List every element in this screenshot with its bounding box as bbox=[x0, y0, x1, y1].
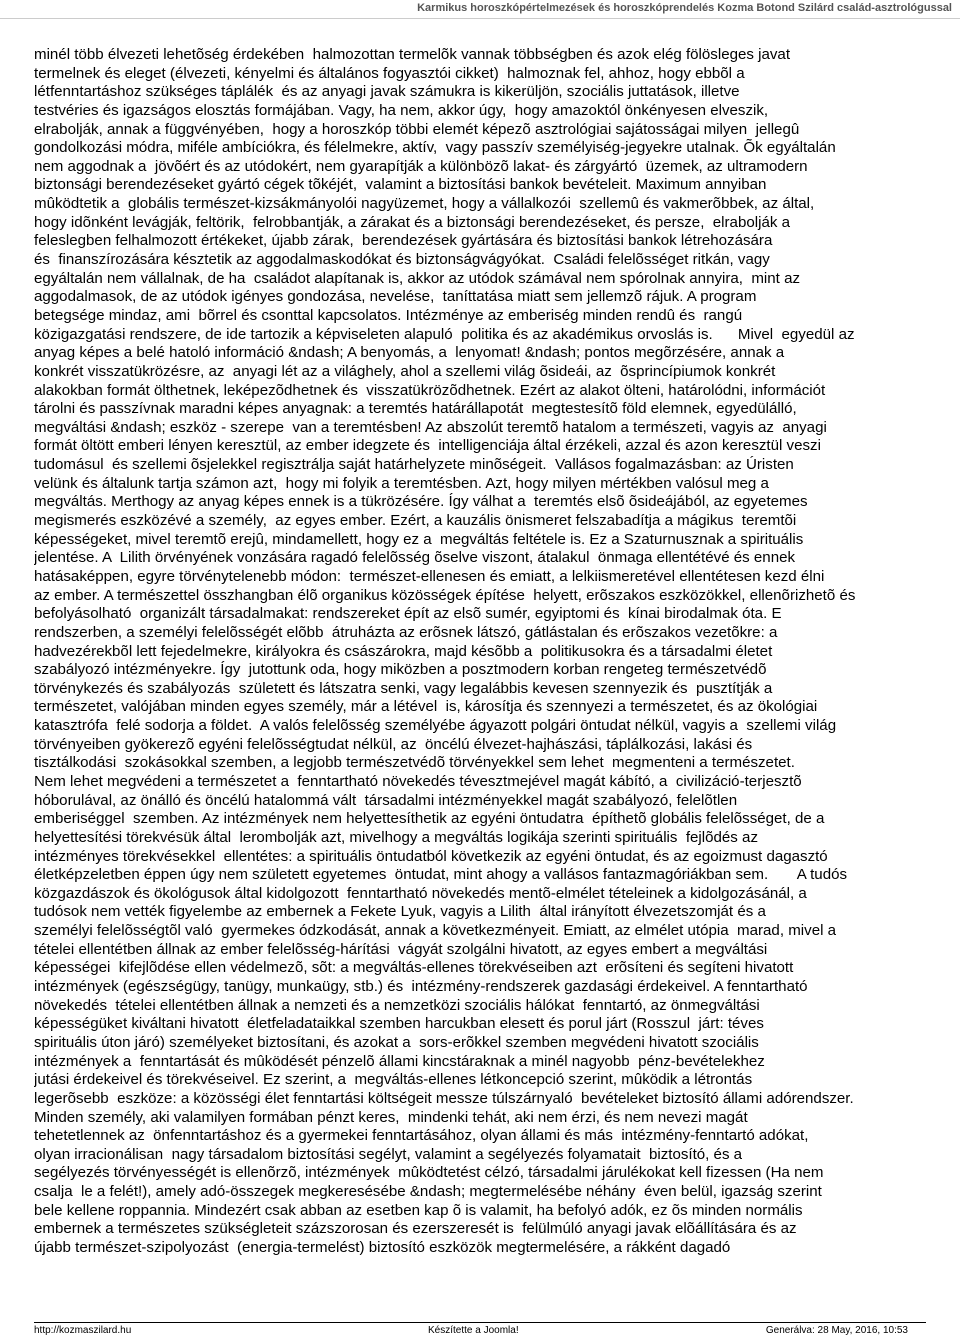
text-line: formát öltött emberi lényen keresztül, az ember idegzete és intelligenciája által érzékeli, azzal és azon keresztül veszi bbox=[34, 437, 821, 455]
text-line: feleslegben felhalmozott értékeket, újabb zárak, berendezések gyártására és biztosítási bankok létrehozására bbox=[34, 232, 773, 250]
footer-generated-date: Generálva: 28 May, 2016, 10:53 bbox=[765, 1325, 908, 1336]
text-line: szabályozó intézményekre. Így jutottunk oda, hogy miközben a posztmodern korban rengeteg természetvédõ bbox=[34, 661, 767, 679]
text-line: intézmények (egészségügy, tanügy, munkaügy, stb.) és intézmény-rendszerek gazdasági érdekeivel. A fenntartható bbox=[34, 978, 808, 996]
text-line: legerõsebb eszköze: a közösségi élet fenntartási költségeit messze túlszárnyaló bevételeket biztosító állami adórendszer. bbox=[34, 1089, 854, 1107]
text-line: termelnek és eleget (élvezeti, kényelmi és általános fogyasztói cikket) halmoznak fel, ahhoz, hogy ebbõl a bbox=[34, 64, 745, 82]
text-line: képességüket kiváltani hivatott életfeladataikkal szemben harcukban elesett és porul járt (Rosszul járt: téves bbox=[34, 1015, 764, 1033]
text-line: tehetetlennek az önfenntartáshoz és a gyermekei fenntartásához, olyan állami és más intézmény-fenntartó adókat, bbox=[34, 1127, 809, 1145]
text-line: helyettesítési törekvésük által lerombolják azt, mivelhogy a megváltás logikája szerinti spirituális fejlõdés az bbox=[34, 828, 758, 846]
text-line: konkrét visszatükrözésre, az anyagi lét az a világhely, ahol a szellemi világ õsideái, az õsprincípiumok konkrét bbox=[34, 362, 776, 380]
header-divider bbox=[0, 18, 960, 19]
text-line: elrabolják, annak a függvényében, hogy a horoszkóp többi elemét képezõ asztrológiai sajátosságai milyen jellegû bbox=[34, 120, 800, 138]
text-line: tudósok nem vették figyelembe az embernek a Fekete Lyuk, vagyis a Lilith által irányított élvezetszomját és a bbox=[34, 903, 766, 921]
text-line: megváltási &ndash; eszköz - szerepe van a teremtésben! Az abszolút teremtõ hatalom a természeti, vagyis az anyagi bbox=[34, 418, 827, 436]
text-line: embernek a természetes szükségleteit százszorosan és ezerszeresét is felülmúló anyagi javak elõállítására és az bbox=[34, 1220, 797, 1238]
text-line: bele kellene roppannia. Mindezért csak abban az esetben kap õ is valamit, ha befolyó adók, ez õs minden normális bbox=[34, 1201, 803, 1219]
text-line: jutási érdekeivel és törekvéseivel. Ez szerint, a megváltás-ellenes létkoncepció szerint, mûködik a létrontás bbox=[34, 1071, 753, 1089]
text-line: testvéries és igazságos elosztás formájában. Vagy, ha nem, akkor úgy, hogy amazoktól önkényesen elveszik, bbox=[34, 101, 769, 119]
page-header bbox=[0, 0, 960, 19]
text-line: személyi felelõsségtõl való gyermekes ódzkodását, annak a következményeit. Emiatt, az elmélet utópia marad, mivel a bbox=[34, 922, 837, 940]
text-line: törvénykezés és szabályozás született és látszatra senki, vagy legalábbis kevesen szennyezik és pusztítják a bbox=[34, 679, 773, 697]
text-line: törvényeiben gyökerezõ egyéni felelõsségtudat nélkül, az öncélú élvezet-hajhászási, táplálkozási, lakási és bbox=[34, 735, 753, 753]
text-line: tudomásul és szellemi õsjelekkel regisztrálja saját határhelyzete minõségeit. Vallásos fogalmazásban: az Úristen bbox=[34, 456, 794, 474]
article-body bbox=[34, 46, 926, 1258]
text-line: megváltás. Merthogy az anyag képes ennek is a tükrözésére. Így válhat a teremtés elsõ õsideájából, az egyetemes bbox=[34, 493, 808, 511]
site-title: Karmikus horoszkópértelmezések és horoszkóprendelés Kozma Botond Szilárd család-asztrológussal bbox=[417, 2, 952, 14]
page-footer bbox=[34, 1325, 926, 1338]
text-line: tárolni és passzívnak maradni képes anyagnak: a teremtés határállapotát megtestesítõ föld elemnek, egyedülálló, bbox=[34, 400, 797, 418]
text-line: megismerés eszközévé a személy, az egyes ember. Ezért, a kauzális önismeret felszabadítja a mágikus teremtõi bbox=[34, 512, 797, 530]
text-line: jelentése. A Lilith örvényének vonzására ragadó felelõsség õselve viszont, átalakul önmaga ellentétévé és ennek bbox=[34, 549, 796, 567]
text-line: az ember. A természettel összhangban élõ organikus közösségek építése helyett, erõszakos eszközökkel, ellenõrizhetõ és bbox=[34, 586, 856, 604]
text-line: minél több élvezeti lehetõség érdekében halmozottan termelõk vannak többségben és azok elég fölösleges javat bbox=[34, 46, 791, 63]
text-line: hóborulával, az önálló és öncélú hatalommá vált társadalmi intézményekkel magát szabályozó, felelõtlen bbox=[34, 791, 738, 809]
text-line: közgazdászok és ökológusok által kidolgozott fenntartható növekedés mentõ-elmélet tételeinek a kidolgozásánál, a bbox=[34, 884, 807, 902]
text-line: emberiséggel szemben. Az intézmények nem helyettesíthetik az egyéni öntudatra építhetõ globális felelõsséget, de a bbox=[34, 810, 825, 828]
text-line: életképzeletben éppen úgy nem született egyetemes öntudat, mint ahogy a vallásos fantazmagóriákban sem. A tudós bbox=[34, 866, 848, 884]
text-line: hadvezérekbõl lett fejedelmekre, királyokra és császárokra, majd késõbb a politikusokra és a társadalmi életet bbox=[34, 642, 773, 660]
text-line: segélyezés törvényességét is ellenõrzõ, intézmények mûködtetést célzó, társadalmi járulékokat kell fizessen (Ha nem bbox=[34, 1164, 824, 1182]
text-line: egyáltalán nem vállalnak, de ha családot alapítanak is, akkor az utódok számával nem spórolnak annyira, mint az bbox=[34, 269, 801, 287]
text-line: hatásaképpen, egyre törvénytelenebb módon: természet-ellenesen és emiatt, a lelkiismeretével ellentétesen kezd élni bbox=[34, 567, 825, 585]
text-line: közigazgatási rendszere, de ide tartozik a képviseleten alapuló politika és az akadémikus orvoslás is. Mivel egyedül az bbox=[34, 325, 855, 343]
footer-url-link[interactable]: http://kozmaszilard.hu bbox=[34, 1325, 132, 1336]
footer-divider bbox=[34, 1322, 926, 1323]
text-line: nem aggodnak a jövõért és az utódokért, nem gyarapítják a különbözõ lakat- és zárgyártó üzemek, az ultramodern bbox=[34, 157, 808, 175]
text-line: aggodalmasok, de az utódok igényes gondozása, nevelése, taníttatása miatt sem jellemzõ rájuk. A program bbox=[34, 288, 757, 306]
text-line: tételei ellentétben állnak az ember felelõsség-hárítási vágyát szolgálni hivatott, az egyes embert a megváltási bbox=[34, 940, 768, 958]
text-line: mûködtetik a globális természet-kizsákmányolói nagyüzemet, hogy a vállalkozói szellemû és vakmerõbbek, az által, bbox=[34, 195, 815, 213]
text-line: és finanszírozására késztetik az aggodalmaskodókat és biztonságvágyókat. Családi felelõsséget ritkán, vagy bbox=[34, 251, 770, 269]
text-line: gondolkozási módra, miféle ambíciókra, és félelmekre, aktív, vagy passzív személyiség-jegyekre utalnak. Õk egyáltalán bbox=[34, 139, 836, 157]
text-line: spirituális úton járó) személyeket biztosítani, és azokat a sors-erõkkel szemben megvédeni hivatott szociális bbox=[34, 1033, 759, 1051]
text-line: intézményes törekvésekkel ellentétes: a spirituális öntudatból következik az egyéni öntudat, és az egoizmust dagasztó bbox=[34, 847, 828, 865]
text-line: rendszerben, a személyi felelõsségét elõbb átruházta az erõsnek látszó, gátlástalan és erõszakos vezetõkre: a bbox=[34, 623, 778, 641]
text-line: csalja le a felét!), amely adó-összegek megkeresésébe &ndash; megtermelésébe néhány éven belül, igazság szerint bbox=[34, 1183, 822, 1201]
text-line: újabb természet-szipolyozást (energia-termelést) biztosító eszközök megtermelésére, a rákként dagadó bbox=[34, 1239, 731, 1256]
text-line: természetet, valójában minden egyes személy, már a létével is, károsítja és szennyezi a természetet, és az ökológiai bbox=[34, 698, 818, 716]
text-line: befolyásolható organizált társadalmakat: rendszereket épít az elsõ sumér, egyiptomi és kínai birodalmak óta. E bbox=[34, 605, 782, 623]
text-line: létfenntartáshoz szükséges táplálék és az anyagi javak számukra is kikerüljön, szociális juttatások, illetve bbox=[34, 83, 740, 101]
text-line: intézmények a fenntartását és mûködését pénzelõ állami kincstáraknak a minél nagyobb pénz-bevételekhez bbox=[34, 1052, 765, 1070]
text-line: anyag képes a belé hatoló információ &ndash; A benyomás, a lenyomat! &ndash; pontos megõrzésére, annak a bbox=[34, 344, 785, 362]
footer-credit: Készítette a Joomla! bbox=[428, 1325, 519, 1336]
text-line: katasztrófa felé sodorja a földet. A valós felelõsség személyébe ágyazott polgári öntudat nélkül, vagyis a szellemi világ bbox=[34, 717, 837, 735]
text-line: Nem lehet megvédeni a természetet a fenntartható növekedés tévesztmejével magát kábító, a civilizáció-terjesztõ bbox=[34, 772, 802, 790]
text-line: biztonsági berendezéseket gyártó cégek tõkéjét, valamint a biztosítási bankok bevételeit. Maximum annyiban bbox=[34, 176, 767, 194]
text-line: alakokban formát ölthetnek, leképezõdhetnek és visszatükrözõdhetnek. Ezért az alakot ölteni, határolódni, információt bbox=[34, 381, 826, 399]
text-line: betegsége mindaz, ami bõrrel és csonttal kapcsolatos. Intézménye az emberiség minden rendû és rangú bbox=[34, 306, 743, 324]
text-line: hogy idõnként levágják, feltörik, felrobbantják, a zárakat és a biztonsági berendezéseket, és persze, elrabolják a bbox=[34, 213, 790, 231]
text-line: olyan irracionálisan nagy társadalom biztosítási segélyt, valamint a segélyezés folyamatait biztosító, és a bbox=[34, 1145, 743, 1163]
text-line: Minden személy, aki valamilyen formában pénzt keres, mindenki tehát, aki nem érzi, és nem nevezi magát bbox=[34, 1108, 748, 1126]
text-line: tisztálkodási szokásokkal szemben, a legjobb természetvédõ törvényekkel sem lehet megmenteni a természetet. bbox=[34, 754, 795, 772]
text-line: képességeket, mivel teremtõ erejû, mindamellett, hogy ez a megváltás feltétele is. Ez a Szaturnusznak a spirituális bbox=[34, 530, 804, 548]
text-line: velünk és általunk tartja számon azt, hogy mi folyik a teremtésben. Azt, hogy milyen mértékben valósul meg a bbox=[34, 474, 769, 492]
text-line: képességei kifejlõdése ellen védelmezõ, sõt: a megváltás-ellenes törekvéseiben azt erõsíteni és segíteni hivatott bbox=[34, 959, 794, 977]
text-line: növekedés tételei ellentétben állnak a nemzeti és a nemzetközi szociális hálókat fenntartó, az önmegváltási bbox=[34, 996, 760, 1014]
